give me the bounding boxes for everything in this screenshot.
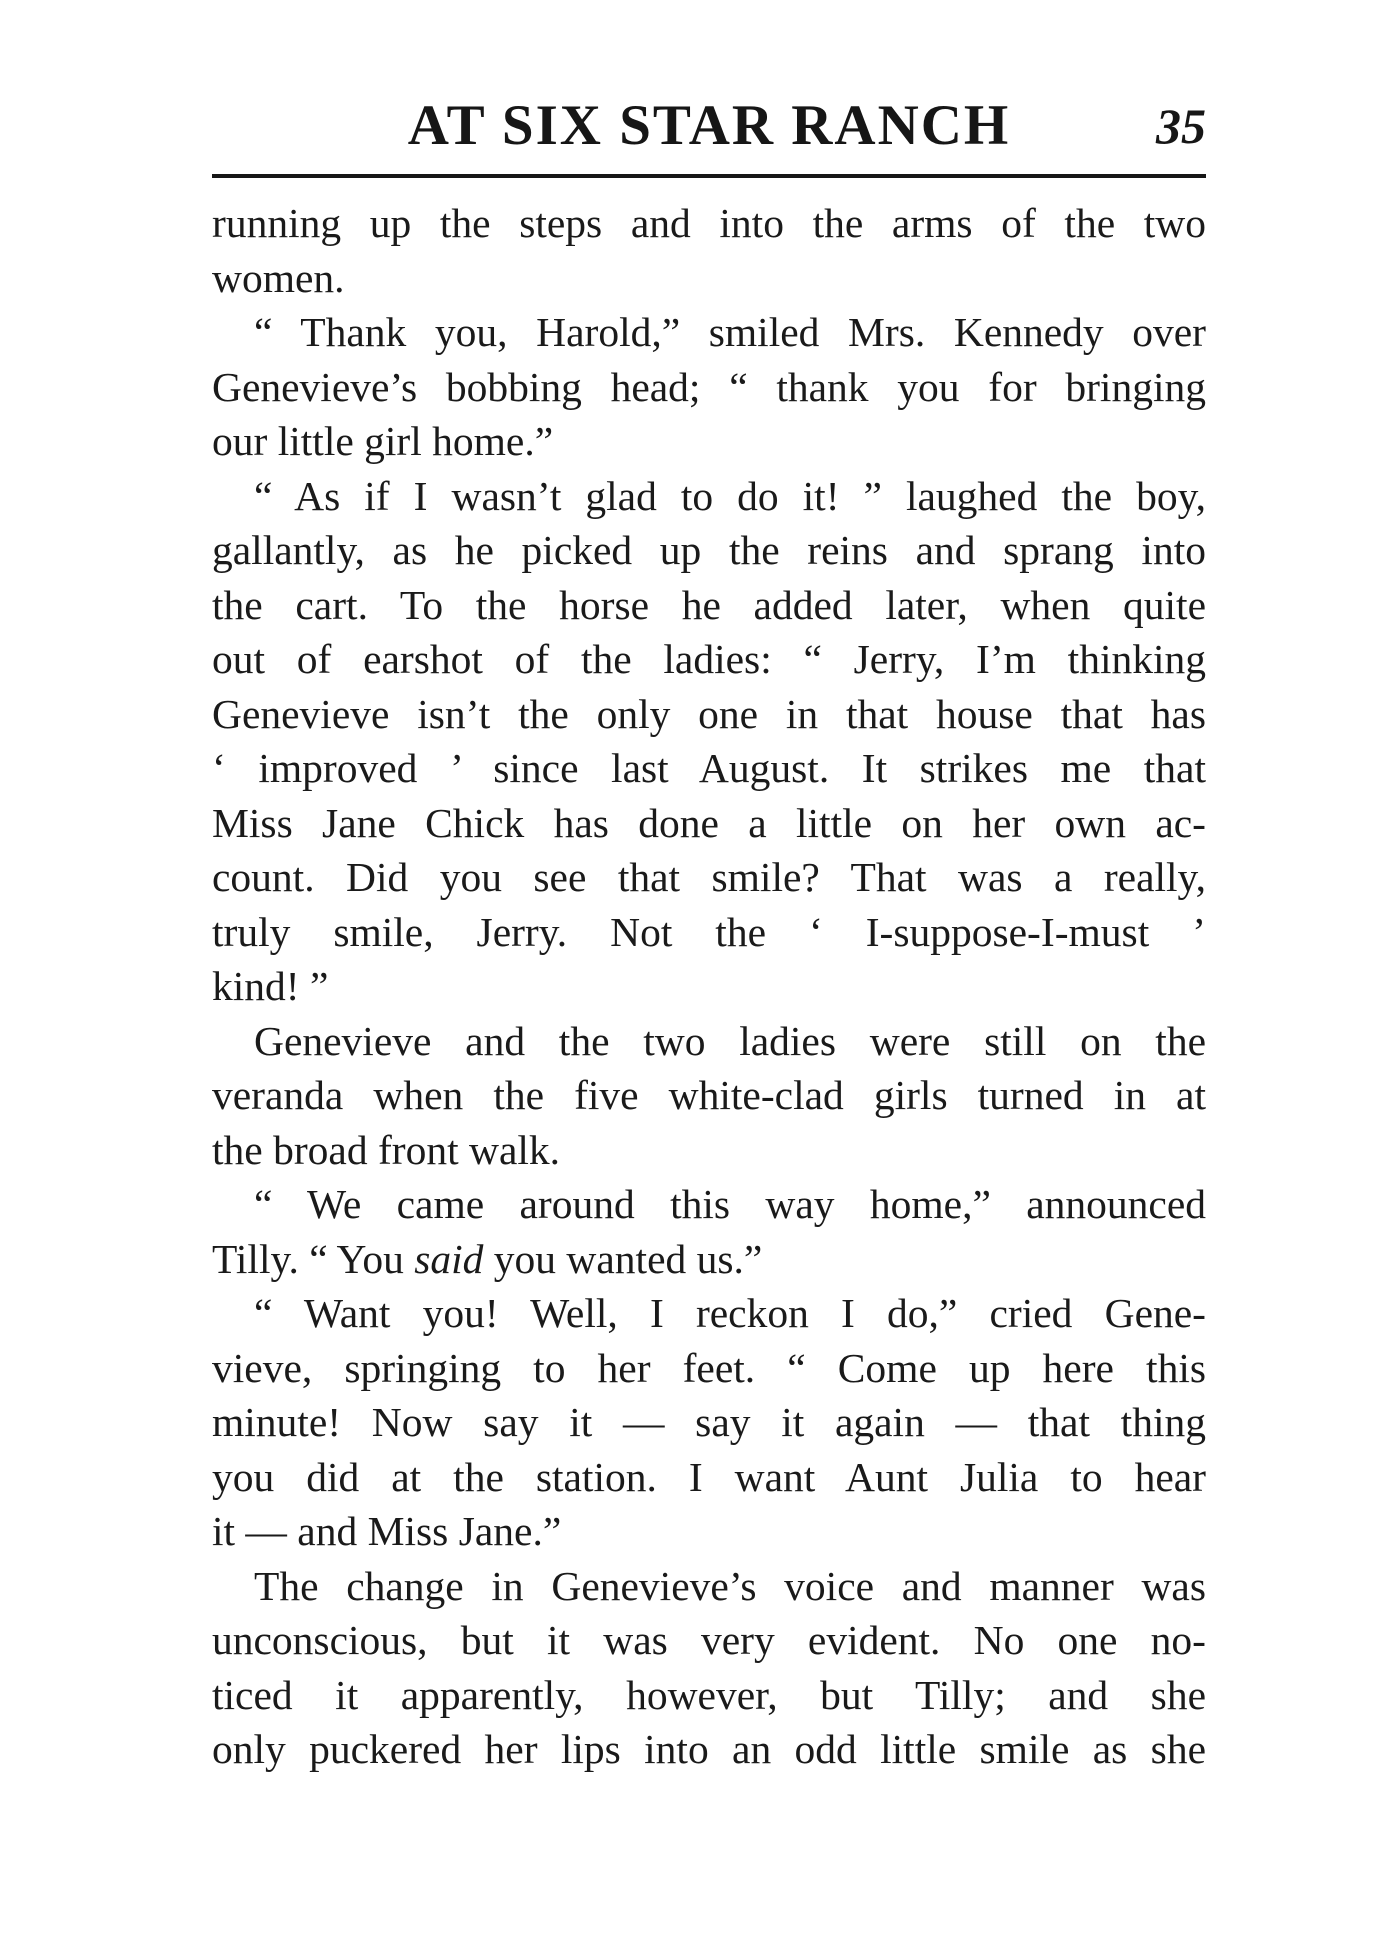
text-line: only puckered her lips into an odd little smile as she	[212, 1726, 1206, 1772]
running-title: AT SIX STAR RANCH	[407, 94, 1011, 157]
text-line: out of earshot of the ladies: “ Jerry, I’m thinking	[212, 636, 1206, 682]
text-line: Genevieve and the two ladies were still on the	[254, 1017, 1206, 1064]
paragraph	[212, 469, 1206, 1014]
text-line: kind! ”	[212, 963, 329, 1009]
page-number: 35	[1156, 98, 1206, 154]
text-line: “ As if I wasn’t glad to do it! ” laughed the boy,	[254, 472, 1206, 519]
text-line: unconscious, but it was very evident. No one no-	[212, 1617, 1206, 1663]
text-line: gallantly, as he picked up the reins and sprang into	[212, 527, 1206, 573]
text-line: the cart. To the horse he added later, when quite	[212, 581, 1206, 628]
paragraph	[212, 1014, 1206, 1178]
paragraph	[212, 1559, 1206, 1777]
text-line: the broad front walk.	[212, 1126, 561, 1173]
text-line: it — and Miss Jane.”	[212, 1508, 562, 1554]
body-text	[212, 196, 1206, 1777]
emphasized-word: said	[414, 1235, 484, 1282]
text-line: minute! Now say it — say it again — that thing	[212, 1399, 1206, 1445]
text-line: truly smile, Jerry. Not the ‘ I-suppose-I-must ’	[212, 908, 1206, 955]
text-line-with-italic: Tilly. “ You said you wanted us.”	[212, 1235, 763, 1282]
text-line: Genevieve’s bobbing head; “ thank you for bringing	[212, 363, 1206, 410]
text-line: women.	[212, 254, 345, 301]
paragraph	[212, 196, 1206, 305]
paragraph	[212, 1177, 1206, 1286]
text-line: ‘ improved ’ since last August. It strikes me that	[212, 745, 1206, 791]
text-line: veranda when the five white-clad girls turned in at	[212, 1072, 1206, 1118]
text-line: vieve, springing to her feet. “ Come up here this	[212, 1344, 1206, 1391]
text-line: Miss Jane Chick has done a little on her own ac-	[212, 799, 1206, 846]
paragraph	[212, 1286, 1206, 1559]
text-line: our little girl home.”	[212, 418, 554, 464]
text-line: Genevieve isn’t the only one in that house that has	[212, 690, 1206, 737]
text-line: count. Did you see that smile? That was a really,	[212, 854, 1206, 900]
text-line: you did at the station. I want Aunt Julia to hear	[212, 1453, 1206, 1500]
text-line: The change in Genevieve’s voice and manner was	[254, 1562, 1206, 1609]
text-line: “ We came around this way home,” announced	[254, 1181, 1206, 1227]
page-header	[212, 92, 1206, 168]
text-line: ticed it apparently, however, but Tilly; and she	[212, 1671, 1206, 1718]
text-line: running up the steps and into the arms of the two	[212, 200, 1206, 246]
text-line: “ Thank you, Harold,” smiled Mrs. Kennedy over	[254, 309, 1206, 355]
header-rule	[212, 174, 1206, 178]
text-line: “ Want you! Well, I reckon I do,” cried Gene-	[254, 1290, 1206, 1336]
paragraph	[212, 305, 1206, 469]
